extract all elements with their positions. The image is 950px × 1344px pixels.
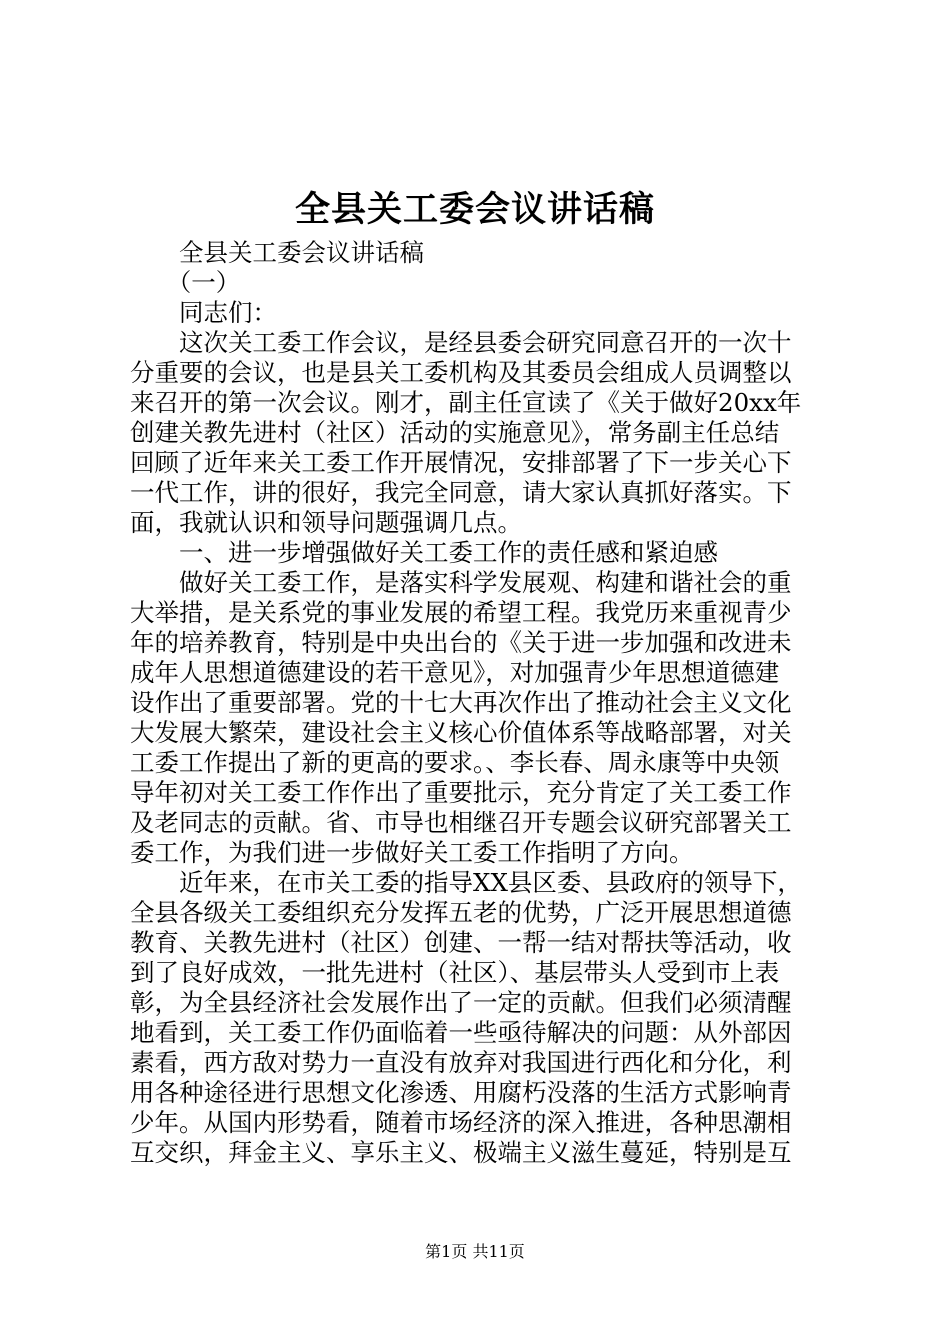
text-line: 全县各级关工委组织充分发挥五老的优势，广泛开展思想道德 [130,898,792,927]
text-line: 素看，西方敌对势力一直没有放弃对我国进行西化和分化，利 [130,1048,792,1077]
text-line: 及老同志的贡献。省、市导也相继召开专题会议研究部署关工 [130,808,792,837]
text-line: 成年人思想道德建设的若干意见》，对加强青少年思想道德建 [130,658,780,687]
document-body [130,238,830,1168]
text-line: 做好关工委工作，是落实科学发展观、构建和谐社会的重 [130,568,792,597]
text-line: 彰，为全县经济社会发展作出了一定的贡献。但我们必须清醒 [130,988,792,1017]
text-line: 全县关工委会议讲话稿 [130,238,424,267]
page-footer: 第1页 共11页 [425,1242,525,1261]
text-line: 导年初对关工委工作作出了重要批示，充分肯定了关工委工作 [130,778,792,807]
text-line: 大举措，是关系党的事业发展的希望工程。我党历来重视青少 [130,598,792,627]
text-line: 近年来，在市关工委的指导XX县区委、县政府的领导下， [130,868,802,897]
text-line: 年的培养教育，特别是中央出台的《关于进一步加强和改进未 [130,628,792,657]
text-line: 地看到，关工委工作仍面临着一些亟待解决的问题：从外部因 [130,1018,792,1047]
text-line: 委工作，为我们进一步做好关工委工作指明了方向。 [130,838,694,867]
text-line: 互交织，拜金主义、享乐主义、极端主义滋生蔓延，特别是互 [130,1138,792,1167]
text-line: 这次关工委工作会议，是经县委会研究同意召开的一次十 [130,328,792,357]
text-line: 少年。从国内形势看，随着市场经济的深入推进，各种思潮相 [130,1108,792,1137]
section-heading: 一、进一步增强做好关工委工作的责任感和紧迫感 [130,538,718,567]
text-line: 分重要的会议，也是县关工委机构及其委员会组成人员调整以 [130,358,792,387]
text-line: 面，我就认识和领导问题强调几点。 [130,508,522,537]
text-line: 用各种途径进行思想文化渗透、用腐朽没落的生活方式影响青 [130,1078,792,1107]
text-line: 创建关教先进村（社区）活动的实施意见》，常务副主任总结 [130,418,780,447]
document-title: 全县关工委会议讲话稿 [294,189,655,230]
text-line: 设作出了重要部署。党的十七大再次作出了推动社会主义文化 [130,688,792,717]
text-line: 教育、关教先进村（社区）创建、一帮一结对帮扶等活动，收 [130,928,792,957]
text-line: 大发展大繁荣，建设社会主义核心价值体系等战略部署，对关 [130,718,792,747]
text-line: 来召开的第一次会议。刚才，副主任宣读了《关于做好20xx年 [130,388,802,417]
text-line: （一） [130,268,241,297]
text-line: 一代工作，讲的很好，我完全同意，请大家认真抓好落实。下 [130,478,792,507]
text-line: 工委工作提出了新的更高的要求。、李长春、周永康等中央领 [130,748,780,777]
text-line: 回顾了近年来关工委工作开展情况，安排部署了下一步关心下 [130,448,792,477]
text-line: 到了良好成效，一批先进村（社区）、基层带头人受到市上表 [130,958,780,987]
text-line: 同志们： [130,298,277,327]
